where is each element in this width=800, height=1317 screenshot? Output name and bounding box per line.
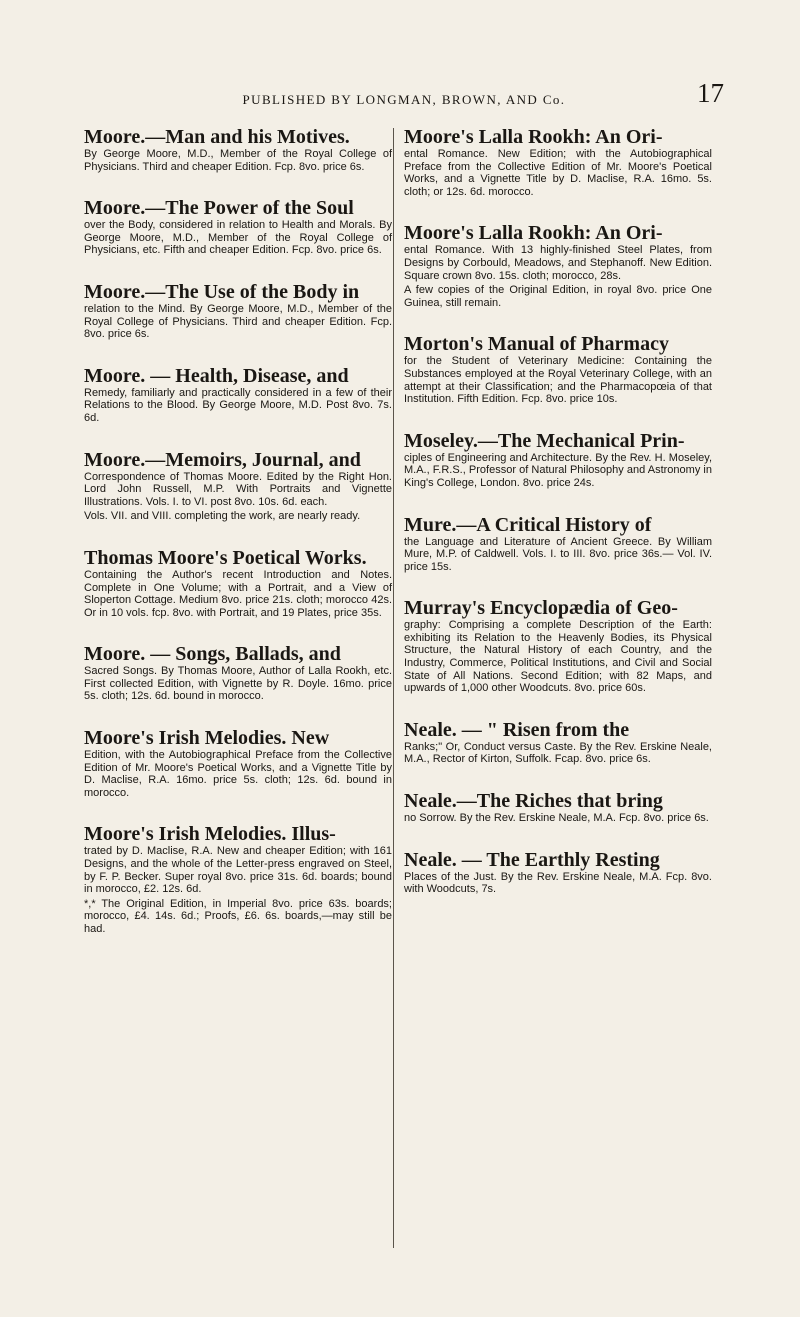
page-number: 17 [697, 78, 724, 108]
right-column [404, 126, 712, 907]
entry-heading: Moore's Irish Melodies. New [84, 727, 330, 750]
entry-description: relation to the Mind. By George Moore, M.D., Member of the Royal College of Physicians. Third and cheaper Edition. Fcp. 8vo. price 6s. [84, 302, 392, 341]
entry-heading: Neale.—The Riches that bring [404, 790, 663, 813]
entry-heading: Moore. — Health, Disease, and [84, 364, 349, 387]
catalogue-entry [404, 430, 712, 490]
entry-description: Correspondence of Thomas Moore. Edited by the Right Hon. Lord John Russell, M.P. With Portraits and Vignette Illustrations. Vols. I. to VI. post 8vo. 10s. 6d. each. [84, 470, 392, 508]
catalogue-entry [84, 547, 392, 619]
entry-heading: Moore's Lalla Rookh: An Ori- [404, 126, 663, 148]
catalogue-entry [404, 126, 712, 198]
running-header [84, 78, 724, 110]
entry-heading: Moore.—The Use of the Body in [84, 280, 360, 303]
entry-heading: Moore.—Man and his Motives. [84, 126, 350, 148]
entry-description: for the Student of Veterinary Medicine: Containing the Substances employed at the Royal Veterinary College, with an attempt at their Classification; and the Pharmacopœia of that Institution. Fifth Edition. Fcp. 8vo. price 10s. [404, 355, 712, 406]
entry-heading: Mure.—A Critical History of [404, 513, 652, 536]
entry-heading: Moore. — Songs, Ballads, and [84, 643, 341, 666]
entry-description: Edition, with the Autobiographical Preface from the Collective Edition of Mr. Moore's Poetical Works, and a Vignette Title by D. Maclise, R.A. 16mo. price 5s. cloth; 12s. 6d. bound in morocco. [84, 749, 392, 799]
entry-heading: Thomas Moore's Poetical Works. [84, 546, 367, 569]
entry-description: ental Romance. New Edition; with the Autobiographical Preface from the Collective Edition of Mr. Moore's Poetical Works, and a Vignette Title by D. Maclise, R.A. 16mo. 5s. cloth; or 12s. 6d. morocco. [404, 148, 712, 198]
catalogue-entry [404, 849, 712, 896]
catalogue-entry [404, 514, 712, 574]
entry-description: Containing the Author's recent Introduction and Notes. Complete in One Volume; with a Portrait, and a View of Sloperton Cottage. Medium 8vo. price 21s. cloth; morocco 42s. Or in 10 vols. fcp. 8vo. with Portrait, and 19 Plates, price 35s. [84, 568, 392, 619]
catalogue-entry [404, 597, 712, 695]
entry-description: Remedy, familiarly and practically considered in a few of their Relations to the Blood. By George Moore, M.D. Post 8vo. 7s. 6d. [84, 386, 392, 424]
entry-description: By George Moore, M.D., Member of the Royal College of Physicians. Third and cheaper Edition. Fcp. 8vo. price 6s. [84, 148, 392, 173]
catalogue-entry [404, 333, 712, 405]
entry-description: Sacred Songs. By Thomas Moore, Author of Lalla Rookh, etc. First collected Edition, with Vignette by R. Doyle. 16mo. price 5s. cloth; 12s. 6d. bound in morocco. [84, 665, 392, 703]
entry-heading: Neale. — " Risen from the [404, 718, 630, 741]
entry-heading: Moore.—The Power of the Soul [84, 197, 354, 220]
entry-description: Places of the Just. By the Rev. Erskine Neale, M.A. Fcp. 8vo. with Woodcuts, 7s. [404, 870, 712, 896]
entry-heading: Morton's Manual of Pharmacy [404, 333, 669, 356]
catalogue-entry [84, 281, 392, 341]
entry-heading: Moore's Irish Melodies. Illus- [84, 823, 336, 846]
entry-description: Ranks;" Or, Conduct versus Caste. By the Rev. Erskine Neale, M.A., Rector of Kirton, Suffolk. Fcap. 8vo. price 6s. [404, 740, 712, 766]
entry-description: graphy: Comprising a complete Description of the Earth: exhibiting its Relation to the Heavenly Bodies, its Physical Structure, the Natural History of each Country, and the Industry, Commerce, Political Institutions, and Civil and Social State of All Nations. Second Edition; with 82 Maps, and upwards of 1,000 other Woodcuts. 8vo. price 60s. [404, 619, 712, 695]
entry-heading: Moore's Lalla Rookh: An Ori- [404, 222, 663, 245]
entry-description: the Language and Literature of Ancient Greece. By William Mure, M.P. of Caldwell. Vols. I. to III. 8vo. price 36s.— Vol. IV. price 15s. [404, 535, 712, 573]
catalogue-entry [404, 719, 712, 766]
entry-description: trated by D. Maclise, R.A. New and cheaper Edition; with 161 Designs, and the whole of the Letter-press engraved on Steel, by F. P. Becker. Super royal 8vo. price 31s. 6d. boards; bound in morocco, £2. 12s. 6d. [84, 845, 392, 896]
catalogue-entry [84, 197, 392, 257]
entry-heading: Moore.—Memoirs, Journal, and [84, 448, 361, 471]
catalogue-entry [404, 222, 712, 309]
entry-note: Vols. VII. and VIII. completing the work, are nearly ready. [84, 510, 361, 523]
entry-note: *,* The Original Edition, in Imperial 8vo. price 63s. boards; morocco, £4. 14s. 6d.; Proofs, £6. 6s. boards,—may still be had. [84, 897, 392, 935]
catalogue-entry [84, 126, 392, 173]
entry-note: A few copies of the Original Edition, in royal 8vo. price One Guinea, still remain. [404, 284, 712, 309]
entry-heading: Moseley.—The Mechanical Prin- [404, 429, 685, 452]
entry-description: over the Body, considered in relation to Health and Morals. By George Moore, M.D., Member of the Royal College of Physicians, etc. Fifth and cheaper Edition. Fcp. 8vo. price 6s. [84, 219, 392, 257]
entry-heading: Neale. — The Earthly Resting [404, 848, 660, 871]
catalogue-entry [404, 790, 712, 825]
column-divider [393, 128, 394, 1248]
catalogue-entry [84, 643, 392, 703]
header-title: PUBLISHED BY LONGMAN, BROWN, AND Co. [242, 92, 566, 107]
entry-description: ental Romance. With 13 highly-finished Steel Plates, from Designs by Corbould, Meadows, and Stephanoff. New Edition. Square crown 8vo. 15s. cloth; morocco, 28s. [404, 244, 712, 282]
entry-description: no Sorrow. By the Rev. Erskine Neale, M.A. Fcp. 8vo. price 6s. [404, 812, 709, 825]
entry-description: ciples of Engineering and Architecture. By the Rev. H. Moseley, M.A., F.R.S., Professor of Natural Philosophy and Astronomy in King's College, London. 8vo. price 24s. [404, 451, 712, 489]
left-column [84, 126, 392, 947]
catalogue-entry [84, 449, 392, 523]
catalogue-entry [84, 823, 392, 935]
catalogue-entry [84, 365, 392, 425]
entry-heading: Murray's Encyclopædia of Geo- [404, 597, 678, 620]
catalogue-entry [84, 727, 392, 799]
